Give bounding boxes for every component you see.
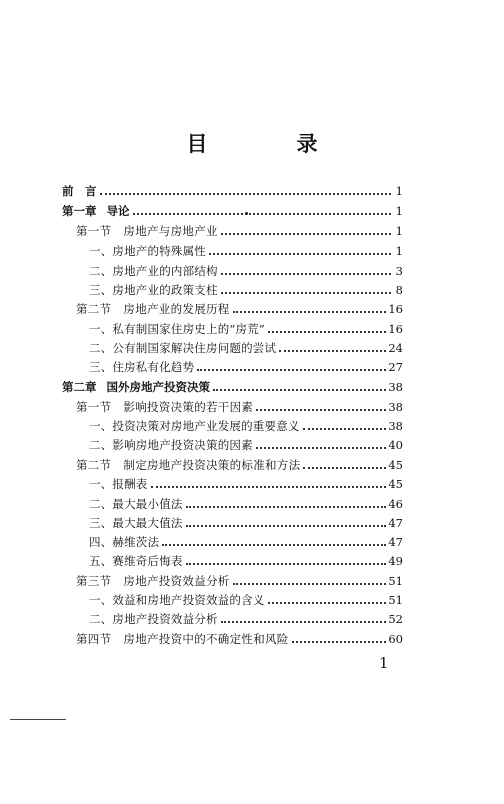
toc-entry-label: 一、私有制国家住房史上的“房荒” [89, 322, 265, 336]
toc-page-number: 47 [388, 516, 403, 530]
leader-dots [209, 252, 391, 255]
toc-page-number: 52 [388, 612, 403, 626]
toc-page-number: 46 [388, 497, 403, 511]
toc-page-number: 16 [388, 302, 403, 316]
leader-dots [197, 368, 386, 371]
toc-page-number: 8 [395, 283, 403, 297]
toc-page-number: 45 [388, 458, 403, 472]
chapter-number: 第二章 [62, 380, 97, 394]
leader-dots [221, 620, 387, 623]
leader-dots [186, 505, 387, 508]
toc-entry-label: 一、报酬表 [89, 477, 148, 491]
toc-entry-label: 二、公有制国家解决住房问题的尝试 [89, 341, 277, 355]
toc-page-number: 51 [388, 593, 403, 607]
section-number: 第三节 [76, 574, 112, 588]
section-title: 房地产投资效益分析 [123, 574, 230, 588]
section-number: 第二节 [76, 302, 112, 316]
toc-page-number: 1 [395, 244, 403, 258]
toc-entry-label: 五、赛维奇后悔表 [89, 554, 183, 568]
toc-entry-section[interactable] [76, 400, 403, 414]
toc-page-number: 47 [388, 535, 403, 549]
toc-entry-item[interactable] [89, 535, 403, 549]
section-title: 制定房地产投资决策的标准和方法 [123, 458, 301, 472]
toc-page-number: 1 [395, 184, 403, 198]
toc-entry-item[interactable] [89, 264, 403, 278]
leader-dots [268, 330, 386, 333]
toc-entry-label: 二、房地产投资效益分析 [89, 612, 218, 626]
toc-page-number: 40 [388, 438, 403, 452]
toc-entry-section[interactable] [76, 574, 403, 588]
toc-entry-item[interactable] [89, 593, 403, 607]
section-number: 第一节 [76, 224, 112, 238]
leader-dots [133, 212, 392, 215]
toc-entry-label: 二、影响房地产投资决策的因素 [89, 438, 253, 452]
toc-page-number: 27 [388, 360, 403, 374]
toc-entry-item[interactable] [89, 322, 403, 336]
leader-dots [221, 272, 391, 275]
leader-dots [256, 408, 386, 411]
toc-entry-chapter-2[interactable] [62, 380, 403, 394]
toc-page-number: 38 [388, 380, 403, 394]
leader-dots [100, 192, 392, 195]
page-number: 1 [379, 654, 389, 672]
section-title: 房地产投资中的不确定性和风险 [123, 632, 289, 646]
toc-entry-label: 前 言 [62, 184, 97, 198]
toc-entry-label: 一、房地产的特殊属性 [89, 244, 206, 258]
toc-entry-label: 二、最大最小值法 [89, 497, 183, 511]
section-title: 房地产与房地产业 [123, 224, 218, 238]
leader-dots [233, 582, 387, 585]
toc-entry-item[interactable] [89, 244, 403, 258]
toc-entry-section[interactable] [76, 458, 403, 472]
toc-entry-item[interactable] [89, 438, 403, 452]
section-number: 第一节 [76, 400, 112, 414]
toc-page-number: 3 [395, 264, 403, 278]
leader-dots [233, 310, 387, 313]
leader-dots [162, 543, 386, 546]
toc-entry-item[interactable] [89, 419, 403, 433]
leader-dots [186, 524, 387, 527]
leader-dots [303, 427, 387, 430]
toc-page-number: 49 [388, 554, 403, 568]
toc-page-number: 1 [395, 224, 403, 238]
toc-page-number: 60 [388, 632, 403, 646]
toc-entry-chapter-1[interactable] [62, 204, 403, 218]
toc-entry-label: 二、房地产业的内部结构 [89, 264, 218, 278]
leader-dots [268, 601, 387, 604]
toc-entry-item[interactable] [89, 497, 403, 511]
leader-dots [279, 349, 386, 352]
leader-dots [221, 232, 391, 235]
leader-dots [256, 446, 387, 449]
leader-dots [221, 291, 391, 294]
toc-entry-label: 一、效益和房地产投资效益的含义 [89, 593, 265, 607]
toc-page-number: 24 [388, 341, 403, 355]
toc-entry-section[interactable] [76, 224, 403, 238]
toc-entry-label: 一、投资决策对房地产业发展的重要意义 [89, 419, 300, 433]
leader-dots [186, 562, 387, 565]
toc-entry-item[interactable] [89, 612, 403, 626]
leader-dots [303, 466, 386, 469]
toc-entry-section[interactable] [76, 302, 403, 316]
toc-page-number: 16 [388, 322, 403, 336]
toc-entry-item[interactable] [89, 360, 403, 374]
toc-entry-item[interactable] [89, 341, 403, 355]
leader-dots [151, 485, 387, 488]
toc-entry-label: 四、赫维茨法 [89, 535, 160, 549]
chapter-number: 第一章 [62, 204, 97, 218]
toc-page-number: 38 [388, 400, 403, 414]
toc-page-number: 38 [388, 419, 403, 433]
toc-page-number: 51 [388, 574, 403, 588]
section-number: 第四节 [76, 632, 112, 646]
toc-entry-item[interactable] [89, 477, 403, 491]
footnote-rule [10, 719, 66, 720]
toc-entry-item[interactable] [89, 283, 403, 297]
toc-entry-section[interactable] [76, 632, 403, 646]
toc-entry-item[interactable] [89, 554, 403, 568]
toc-entry-label: 三、住房私有化趋势 [89, 360, 195, 374]
print-speck [245, 212, 248, 215]
toc-page-number: 1 [395, 204, 403, 218]
toc-entry-label: 三、最大最大值法 [89, 516, 183, 530]
chapter-title: 国外房地产投资决策 [106, 380, 210, 394]
toc-entry-label: 三、房地产业的政策支柱 [89, 283, 218, 297]
toc-entry-item[interactable] [89, 516, 403, 530]
chapter-title: 导论 [106, 204, 130, 218]
toc-page-number: 45 [388, 477, 403, 491]
leader-dots [213, 388, 386, 391]
leader-dots [292, 640, 387, 643]
section-title: 房地产业的发展历程 [123, 302, 230, 316]
section-title: 影响投资决策的若干因素 [123, 400, 254, 414]
page-title: 目 录 [186, 132, 352, 156]
section-number: 第二节 [76, 458, 112, 472]
toc-entry-preface[interactable] [62, 184, 403, 198]
